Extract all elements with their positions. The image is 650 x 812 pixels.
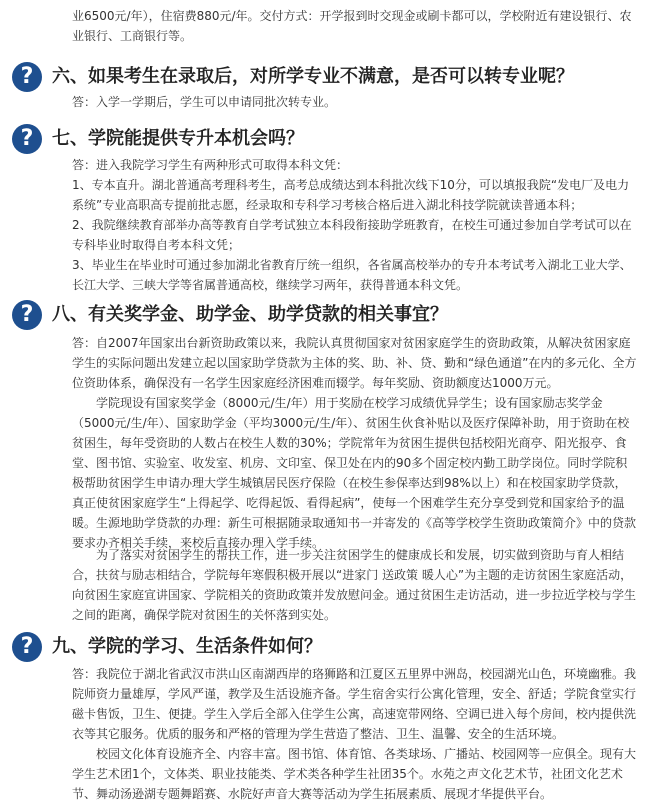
section-7-answer: 答：进入我院学习学生有两种形式可取得本科文凭： <box>72 158 349 172</box>
question-icon: ? <box>12 62 42 92</box>
section-9-para-2: 校园文化体育设施齐全、内容丰富。图书馆、体育馆、各类球场、广播站、校园网等一应俱全。现有大学生艺术团1个，文体类、职业技能类、学术类各种学生社团35个。水苑之声文化艺术节，社团文化艺术节、舞动汤逊湖专题舞蹈赛、水院好声音大赛等活动为学生拓展素质、展现才华提供平台。 <box>72 747 637 801</box>
section-6-title: 六、如果考生在录取后，对所学专业不满意，是否可以转专业呢？ <box>52 66 574 87</box>
section-9-answer: 答：我院位于湖北省武汉市洪山区南湖西岸的珞狮路和江夏区五里界中洲岛，校园湖光山色，环境幽雅。我院师资力量雄厚，学风严谨，教学及生活设施齐备。学生宿舍实行公寓化管理，安全、舒适；学院食堂实行磁卡售饭，卫生、便捷。学生入学后全部入住学生公寓，高速宽带网络、空调已进入每个房间，校内提供洗衣等其它服务。优质的服务和严格的管理为学生营造了整洁、卫生、温馨、安全的生活环境。 <box>72 667 637 741</box>
section-8-title: 八、有关奖学金、助学金、助学贷款的相关事宜？ <box>52 304 448 325</box>
section-9-title: 九、学院的学习、生活条件如何？ <box>52 636 322 657</box>
question-icon: ? <box>12 632 42 662</box>
section-7-item-3: 3、毕业生在毕业时可通过参加湖北省教育厅统一组织，各省属高校举办的专升本考试考入湖北工业大学、长江大学、三峡大学等省属普通高校，继续学习两年，获得普通本科文凭。 <box>72 258 632 292</box>
section-8-answer: 答：自2007年国家出台新资助政策以来，我院认真贯彻国家对贫困家庭学生的资助政策，从解决贫困家庭学生的实际问题出发建立起以国家助学贷款为主体的奖、助、补、贷、勤和“绿色通道”在内的多元化、全方位资助体系，确保没有一名学生因家庭经济困难而辍学。每年奖励、资助额度达1000万元。 <box>72 336 637 390</box>
section-7-item-2: 2、我院继续教育部举办高等教育自学考试独立本科段衔接助学班教育，在校生可通过参加自学考试可以在专科毕业时取得自考本科文凭； <box>72 218 632 252</box>
section-6-answer: 答：入学一学期后，学生可以申请同批次转专业。 <box>72 95 337 109</box>
question-icon: ? <box>12 124 42 154</box>
section-7-item-1: 1、专本直升。湖北普通高考理科考生，高考总成绩达到本科批次线下10分，可以填报我院“发电厂及电力系统”专业高职高专提前批志愿，经录取和专科学习考核合格后进入湖北科技学院就读普通本科； <box>72 178 630 212</box>
section-5-tail: 业6500元/年），住宿费880元/年。交付方式：开学报到时交现金或刷卡都可以，学校附近有建设银行、农业银行、工商银行等。 <box>72 9 632 43</box>
section-7-title: 七、学院能提供专升本机会吗？ <box>52 128 304 149</box>
section-8-para-2: 学院现设有国家奖学金（8000元/生/年）用于奖励在校学习成绩优异学生；设有国家励志奖学金（5000元/生/年）、国家助学金（平均3000元/生/年）、贫困生伙食补贴以及医疗保障补助，用于资助在校贫困生，每年受资助的人数占在校生人数的30%；学院常年为贫困生提供包括校阳光商亭、阳光报亭、食堂、图书馆、实验室、收发室、机房、文印室、保卫处在内的90多个固定校内勤工助学岗位。同时学院积极帮助贫困学生申请办理大学生城镇居民医疗保险（在校生参保率达到98%以上）和在校国家助学贷款，真正使贫困家庭学生“上得起学、吃得起饭、看得起病”，使每一个困难学生充分享受到党和国家给予的温暖。生源地助学贷款的办理：新生可根据随录取通知书一并寄发的《高等学校学生资助政策简介》中的贷款要求办齐相关手续，来校后直接办理入学手续。 <box>72 396 637 550</box>
section-8-para-3: 为了落实对贫困学生的帮扶工作，进一步关注贫困学生的健康成长和发展，切实做到资助与育人相结合，扶贫与励志相结合，学院每年寒假积极开展以“进家门 送政策 暖人心”为主题的走访贫困生家庭活动，向贫困生家庭宣讲国家、学院相关的资助政策并发放慰问金。通过贫困生走访活动，进一步拉近学校与学生之间的距离，确保学院对贫困生的关怀落到实处。 <box>72 548 637 622</box>
question-icon: ? <box>12 300 42 330</box>
